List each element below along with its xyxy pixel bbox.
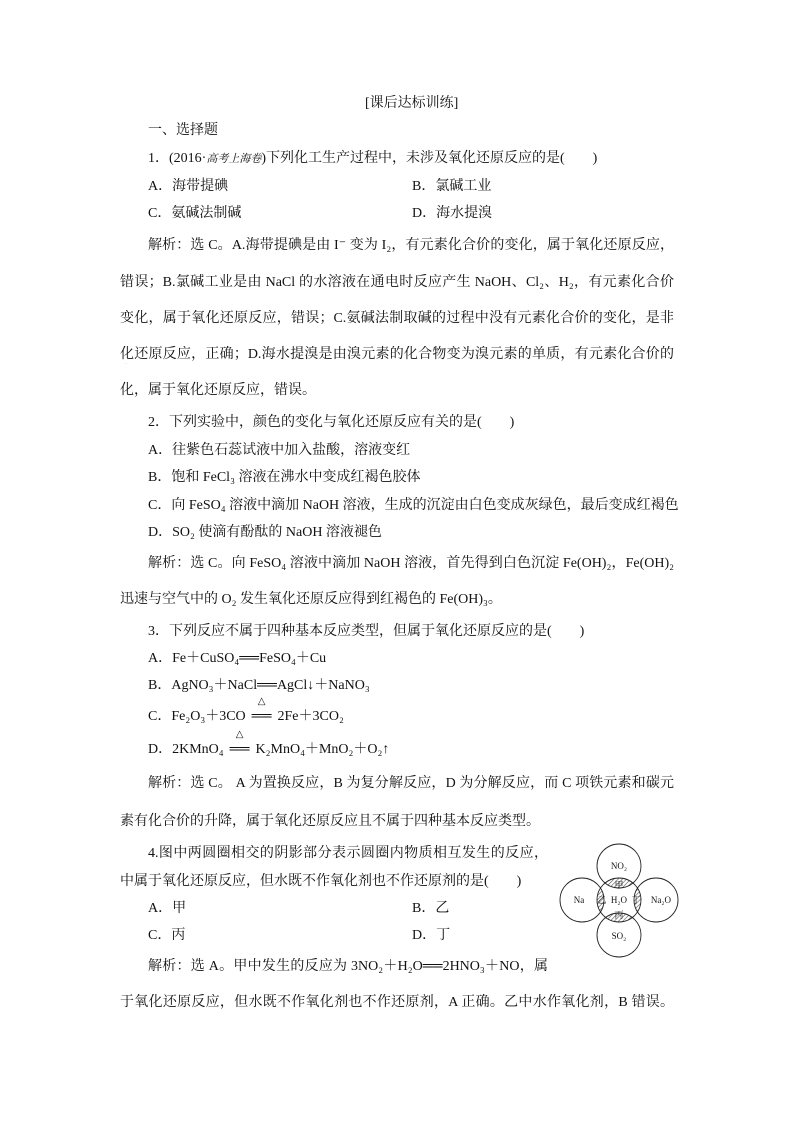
q1-option-a: A．海带提碘 xyxy=(148,179,229,194)
q4-option-c: C．丙 xyxy=(148,928,186,943)
q4-option-b: B．乙 xyxy=(412,901,450,916)
q3-option-c-products: 2Fe＋3CO₂ xyxy=(277,709,344,724)
q1-option-b: B．氯碱工业 xyxy=(412,179,492,194)
q3-option-b: B．AgNO₃＋NaCl══AgCl↓＋NaNO₃ xyxy=(148,678,370,693)
q4-analysis-line: 于氧化还原反应，但水既不作氧化剂也不作还原剂，A 正确。乙中水作氧化剂，B 错误。 xyxy=(120,995,674,1010)
q1-option-d: D．海水提溴 xyxy=(412,206,493,221)
q3-analysis-line: 素有化合价的升降，属于氧化还原反应且不属于四种基本反应类型。 xyxy=(120,814,540,829)
q1-stem-suffix: )下列化工生产过程中，未涉及氧化还原反应的是( ) xyxy=(261,151,598,166)
q1-stem xyxy=(148,150,597,168)
q1-stem-prefix: 1．(2016· xyxy=(148,151,207,166)
q1-option-c: C．氨碱法制碱 xyxy=(148,206,242,221)
q3-analysis-line: 解析：选 C。 A 为置换反应，B 为复分解反应，D 为分解反应，而 C 项铁元素和碳元 xyxy=(148,776,674,791)
q1-analysis-line: 变化，属于氧化还原反应，错误；C.氨碱法制取碱的过程中没有元素化合价的变化，是非 xyxy=(120,311,674,326)
q3-stem: 3．下列反应不属于四种基本反应类型，但属于氧化还原反应的是( ) xyxy=(148,624,585,639)
heat-triangle-icon: △ xyxy=(235,729,244,740)
q2-option-d: D．SO₂ 使滴有酚酞的 NaOH 溶液褪色 xyxy=(148,525,382,540)
q4-stem-line: 中属于氧化还原反应，但水既不作氧化剂也不作还原剂的是( ) xyxy=(120,874,522,889)
label-na: Na xyxy=(573,895,585,905)
q1-analysis-line: 错误；B.氯碱工业是由 NaCl 的水溶液在通电时反应产生 NaOH、Cl₂、H₂，有元素化合价 xyxy=(120,275,674,290)
q1-analysis-line: 化还原反应，正确；D.海水提溴是由溴元素的化合物变为溴元素的单质，有元素化合价的 xyxy=(120,347,674,362)
q2-option-a: A．往紫色石蕊试液中加入盐酸，溶液变红 xyxy=(148,443,411,458)
q1-analysis-line: 化，属于氧化还原反应，错误。 xyxy=(120,383,316,398)
label-so2: SO₂ xyxy=(611,931,627,941)
q4-option-d: D．丁 xyxy=(412,928,451,943)
q2-analysis-line: 解析：选 C。向 FeSO₄ 溶液中滴加 NaOH 溶液，首先得到白色沉淀 Fe(OH)₂，Fe(OH)₂ xyxy=(148,556,674,571)
q3-option-d-products: K₂MnO₄＋MnO₂＋O₂↑ xyxy=(255,742,390,757)
equals-sign: ══ xyxy=(229,742,250,757)
q4-option-a: A．甲 xyxy=(148,901,187,916)
label-no2: NO₂ xyxy=(610,861,628,871)
q3-option-c xyxy=(148,696,344,726)
q3-option-d-reactants: D．2KMnO₄ xyxy=(148,742,224,757)
heat-condition-sign xyxy=(251,696,272,726)
q2-stem: 2．下列实验中，颜色的变化与氧化还原反应有关的是( ) xyxy=(148,415,515,430)
label-ding: 丁 xyxy=(631,895,641,905)
equals-sign: ══ xyxy=(251,709,272,724)
q2-option-b: B．饱和 FeCl₃ 溶液在沸水中变成红褐色胶体 xyxy=(148,470,421,485)
q1-source: 高考上海卷 xyxy=(206,153,262,165)
label-na2o: Na₂O xyxy=(650,895,672,905)
q3-option-c-reactants: C．Fe₂O₃＋3CO xyxy=(148,709,246,724)
q3-option-d xyxy=(148,729,390,759)
q1-analysis-line: 解析：选 C。A.海带提碘是由 I⁻ 变为 I₂，有元素化合价的变化，属于氧化还原反应， xyxy=(148,238,674,253)
label-yi: 乙 xyxy=(597,895,607,905)
q2-analysis-line: 迅速与空气中的 O₂ 发生氧化还原反应得到红褐色的 Fe(OH)₃。 xyxy=(120,592,502,607)
section-title: 一、选择题 xyxy=(148,123,218,138)
label-bing: 丙 xyxy=(614,910,624,920)
q4-analysis-line: 解析：选 A。甲中发生的反应为 3NO₂＋H₂O══2HNO₃＋NO，属 xyxy=(148,959,548,974)
page-title: [课后达标训练] xyxy=(365,96,459,111)
circle-reaction-diagram xyxy=(555,840,685,962)
label-h2o: H₂O xyxy=(610,895,628,905)
q4-stem-line: 4.图中两圆圈相交的阴影部分表示圆圈内物质相互发生的反应， xyxy=(148,846,548,861)
q3-option-a: A．Fe＋CuSO₄══FeSO₄＋Cu xyxy=(148,651,327,666)
heat-condition-sign xyxy=(229,729,250,759)
heat-triangle-icon: △ xyxy=(257,696,266,707)
q2-option-c: C．向 FeSO₄ 溶液中滴加 NaOH 溶液，生成的沉淀由白色变成灰绿色，最后变成红褐色 xyxy=(148,498,679,513)
label-jia: 甲 xyxy=(614,880,624,890)
